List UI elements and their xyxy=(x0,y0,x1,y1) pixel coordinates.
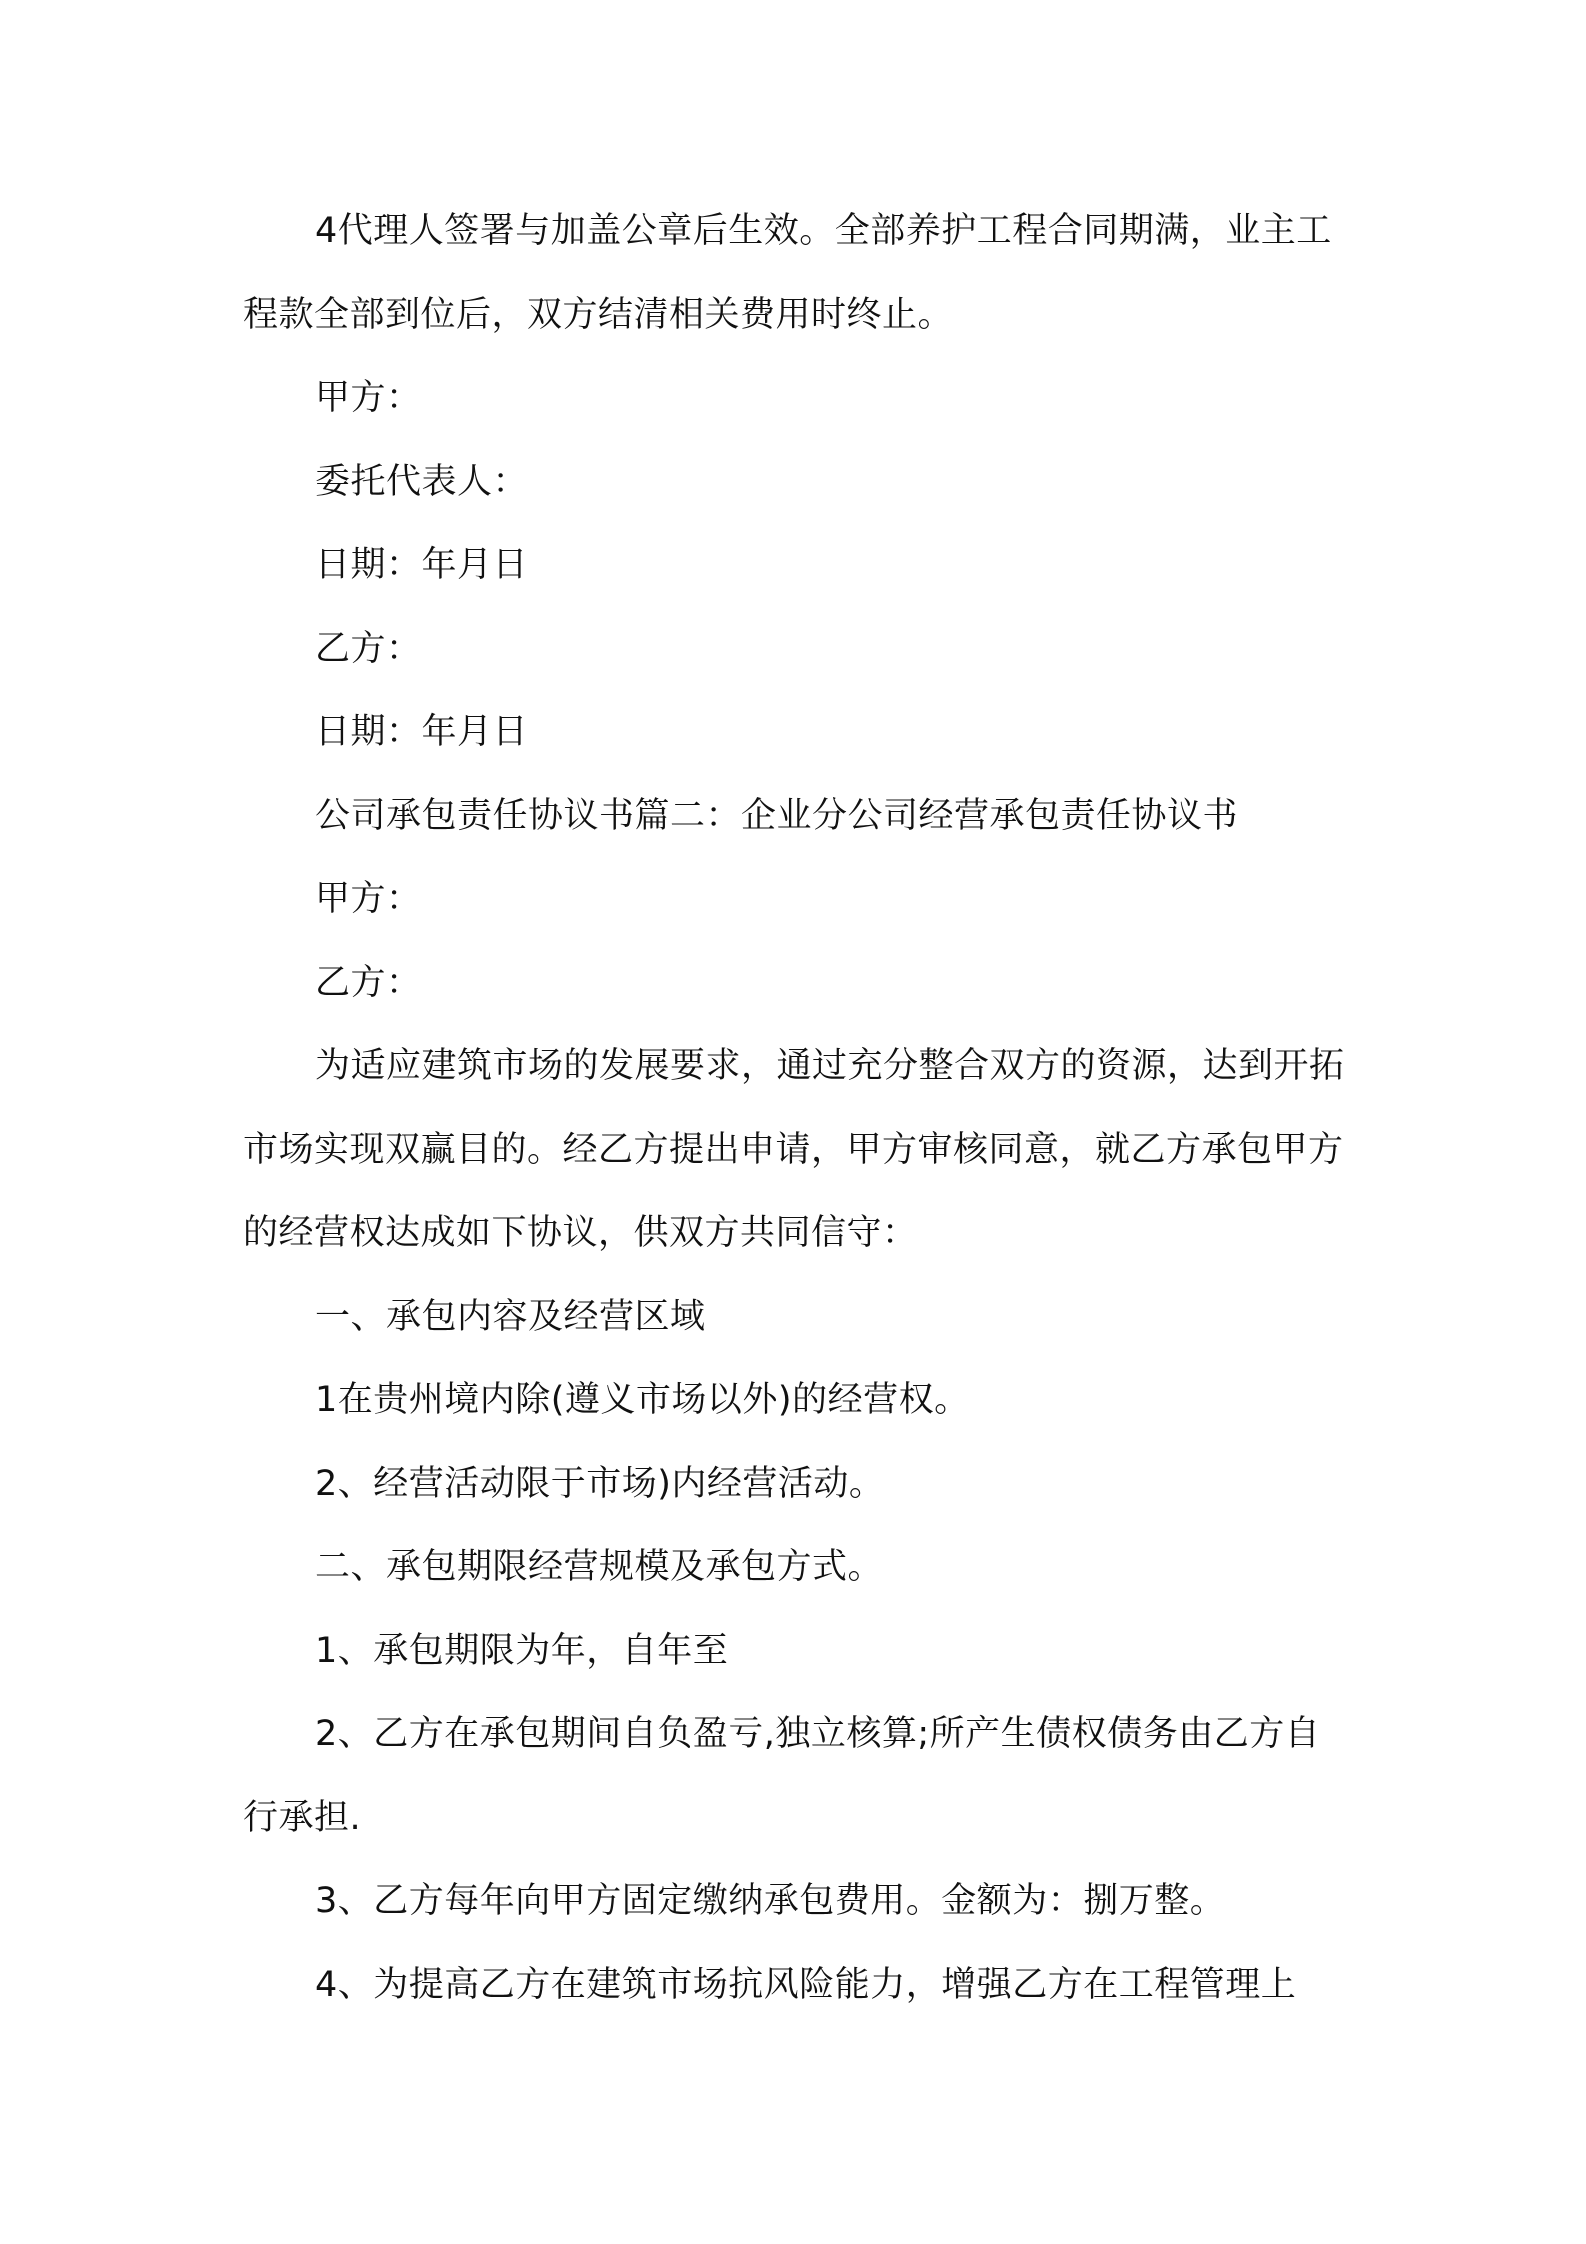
paragraph-section-title: 公司承包责任协议书篇二：企业分公司经营承包责任协议书 xyxy=(315,795,1239,836)
paragraph-preamble: 为适应建筑市场的发展要求，通过充分整合双方的资源，达到开拓市场实现双赢目的。经乙方提出申请，甲方审核同意，就乙方承包甲方的经营权达成如下协议，供双方共同信守： xyxy=(243,1046,1345,1253)
paragraph-heading-1: 一、承包内容及经营区域 xyxy=(315,1296,706,1337)
paragraph-item: 4、为提高乙方在建筑市场抗风险能力，增强乙方在工程管理上 xyxy=(315,1964,1297,2005)
paragraph-date: 日期：年月日 xyxy=(315,712,529,752)
paragraph-effective-clause: 4代理人签署与加盖公章后生效。全部养护工程合同期满，业主工程款全部到位后，双方结清相关费用时终止。 xyxy=(243,211,1332,335)
document-body xyxy=(243,190,1353,2027)
paragraph-party-a: 甲方： xyxy=(315,879,422,919)
paragraph-representative: 委托代表人： xyxy=(315,461,529,502)
paragraph-item: 1、承包期限为年，自年至 xyxy=(315,1630,729,1671)
paragraph-heading-2: 二、承包期限经营规模及承包方式。 xyxy=(315,1547,884,1587)
paragraph-party-a: 甲方： xyxy=(315,378,422,418)
paragraph-party-b: 乙方： xyxy=(315,628,422,669)
paragraph-party-b: 乙方： xyxy=(315,962,422,1003)
paragraph-item: 3、乙方每年向甲方固定缴纳承包费用。金额为：捌万整。 xyxy=(315,1881,1226,1921)
paragraph-item: 1在贵州境内除(遵义市场以外)的经营权。 xyxy=(315,1380,970,1420)
paragraph-item: 2、经营活动限于市场)内经营活动。 xyxy=(315,1463,885,1504)
paragraph-date: 日期：年月日 xyxy=(315,545,529,585)
paragraph-item: 2、乙方在承包期间自负盈亏,独立核算;所产生债权债务由乙方自行承担. xyxy=(243,1714,1321,1838)
